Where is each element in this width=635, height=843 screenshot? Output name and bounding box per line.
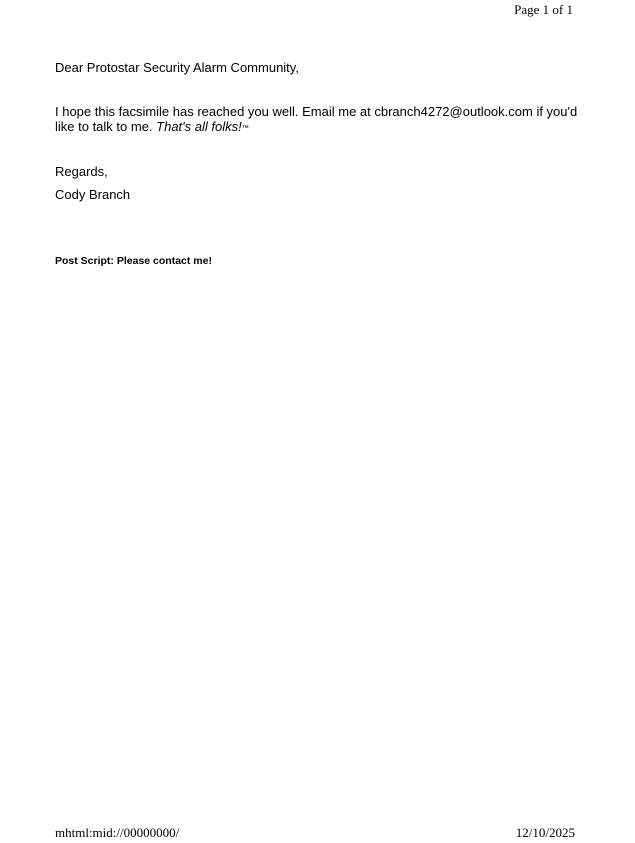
- footer-source: mhtml:mid://00000000/: [55, 825, 180, 840]
- page-indicator: Page 1 of 1: [514, 2, 573, 17]
- signer-name: Cody Branch: [55, 187, 131, 202]
- trademark-symbol: ™: [241, 125, 249, 132]
- closing: Regards,: [55, 164, 108, 179]
- body-text: I hope this facsimile has reached you well. Email me at cbranch4272@outlook.com if you'd like to talk to me.: [55, 104, 578, 134]
- greeting: Dear Protostar Security Alarm Community,: [55, 60, 299, 75]
- footer-date: 12/10/2025: [515, 825, 575, 840]
- postscript: Post Script: Please contact me!: [55, 255, 212, 267]
- body-italic: That's all folks!: [156, 119, 242, 134]
- body-paragraph: [55, 104, 580, 136]
